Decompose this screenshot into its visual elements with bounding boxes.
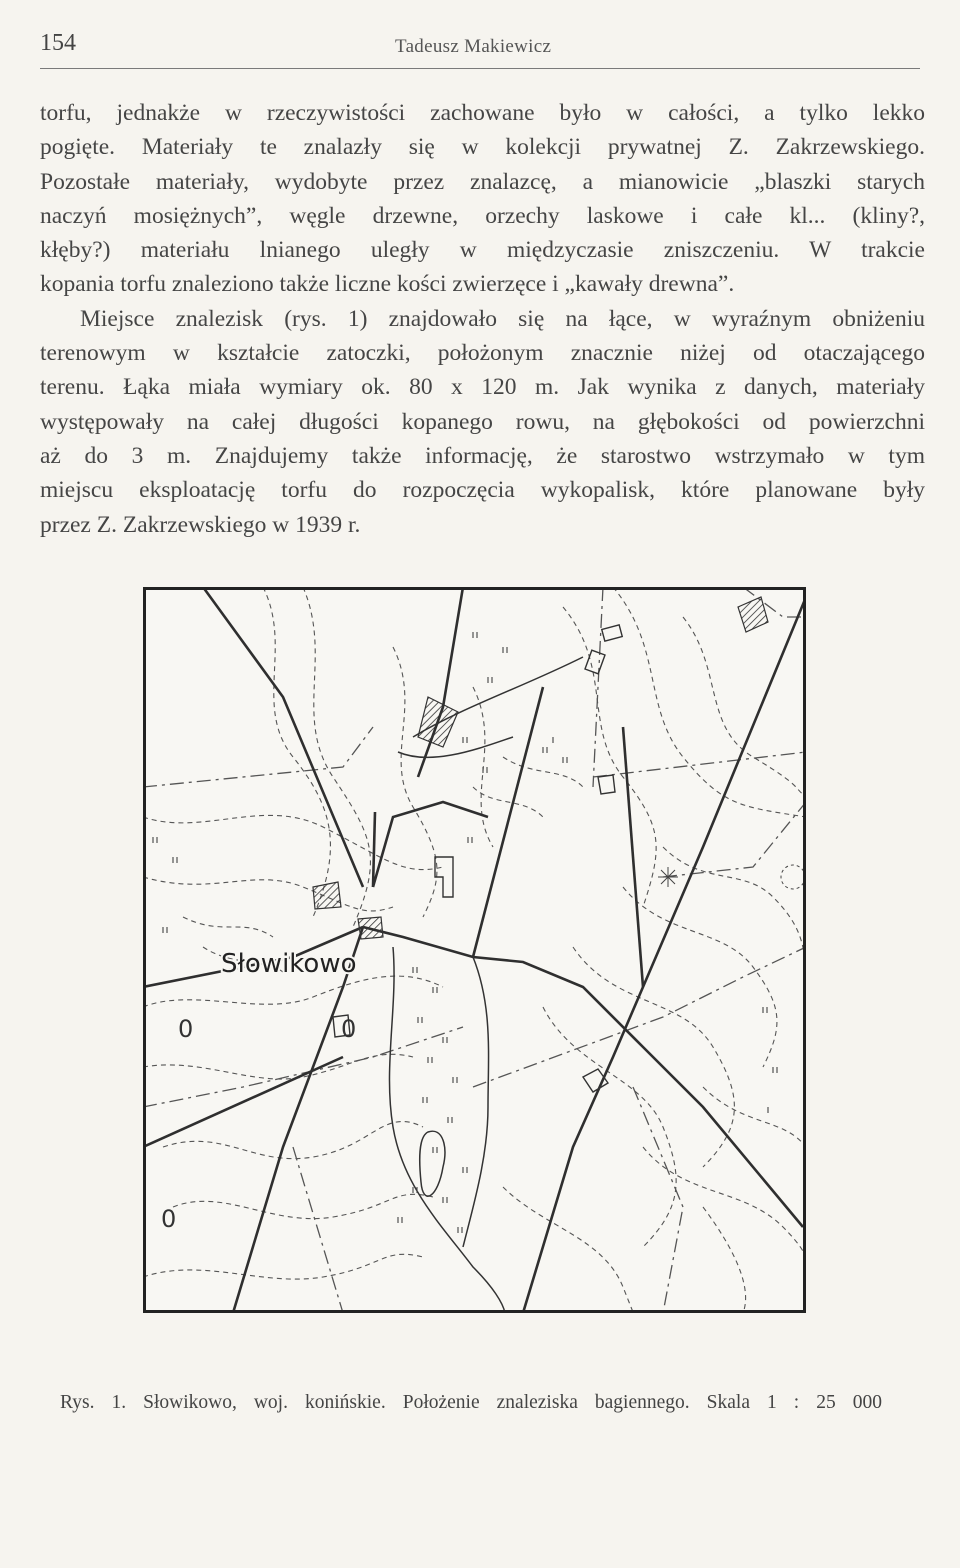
text-line: Pozostałe materiały, wydobyte przez znalazcę, a mianowicie „blaszki starych — [40, 168, 925, 195]
topographic-map — [143, 587, 806, 1313]
map-place-label: Słowikowo — [221, 949, 357, 979]
contour-digit-label: 0 — [341, 1015, 357, 1043]
page-number: 154 — [40, 30, 76, 56]
text-line: kłęby?) materiału lnianego uległy w międzyczasie zniszczeniu. W trakcie — [40, 237, 925, 264]
text-line: aż do 3 m. Znajdujemy także informację, że starostwo wstrzymało w tym — [40, 442, 925, 469]
text-line: torfu, jednakże w rzeczywistości zachowane było w całości, a tylko lekko — [40, 100, 925, 126]
figure-caption: Rys. 1. Słowikowo, woj. konińskie. Położenie znaleziska bagiennego. Skala 1 : 25 000 — [60, 1392, 882, 1413]
text-line: kopania torfu znaleziono także liczne kości zwierzęce i „kawały drewna”. — [40, 271, 735, 298]
body-paragraph — [40, 96, 925, 542]
header-rule — [40, 68, 920, 69]
contour-digit-label: 0 — [161, 1205, 177, 1233]
text-line: przez Z. Zakrzewskiego w 1939 r. — [40, 511, 361, 538]
text-line: terenu. Łąka miała wymiary ok. 80 x 120 m. Jak wynika z danych, materiały — [40, 374, 925, 401]
text-line: pogięte. Materiały te znalazły się w kolekcji prywatnej Z. Zakrzewskiego. — [40, 134, 925, 161]
text-line: terenowym w kształcie zatoczki, położonym znacznie niżej od otaczającego — [40, 340, 925, 367]
text-line: występowały na całej długości kopanego rowu, na głębokości od powierzchni — [40, 408, 925, 435]
text-line: naczyń mosiężnych”, węgle drzewne, orzechy laskowe i całe kl... (kliny?, — [40, 202, 925, 229]
contour-digit-label: 0 — [178, 1015, 194, 1043]
text-line: Miejsce znalezisk (rys. 1) znajdowało się na łące, w wyraźnym obniżeniu — [80, 305, 925, 332]
map-figure — [143, 587, 806, 1313]
running-title: Tadeusz Makiewicz — [395, 36, 552, 57]
text-line: miejscu eksploatację torfu do rozpoczęcia wykopalisk, które planowane były — [40, 477, 925, 504]
